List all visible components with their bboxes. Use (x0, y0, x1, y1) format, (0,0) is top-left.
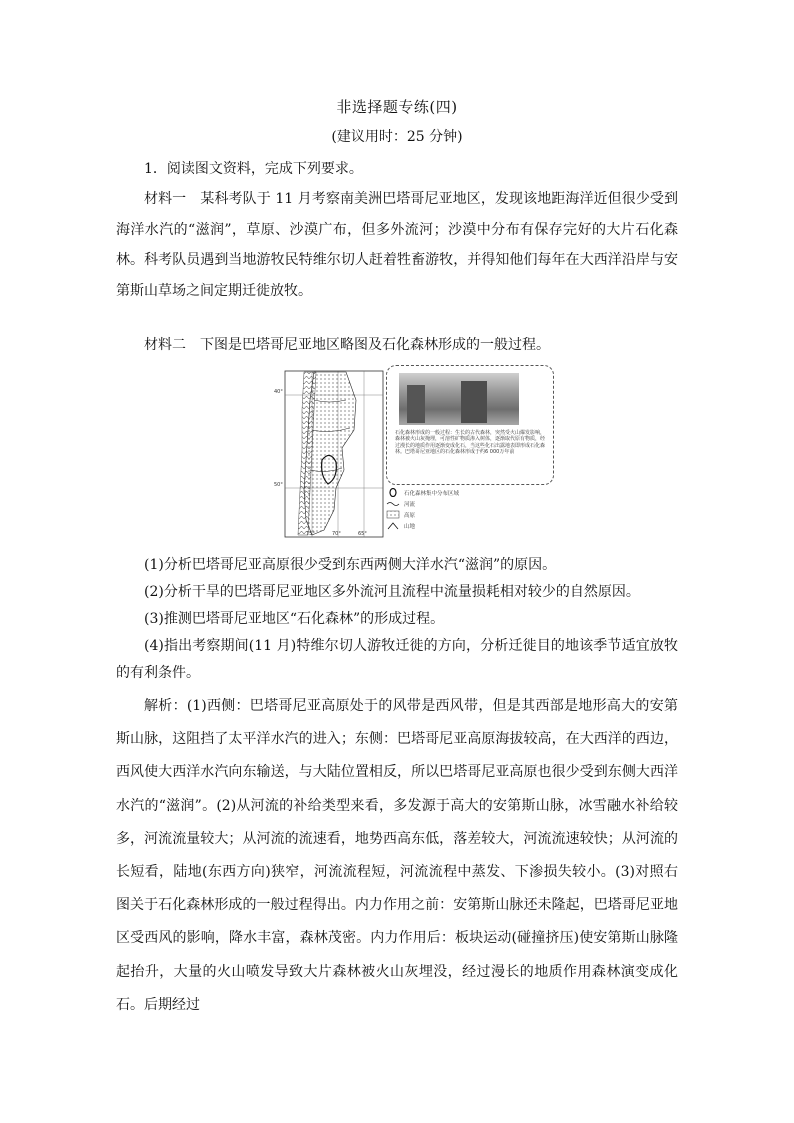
process-callout (386, 365, 554, 485)
river-icon (386, 499, 400, 508)
material-two: 材料二 下图是巴塔哥尼亚地区略图及石化森林形成的一般过程。 (144, 337, 550, 353)
legend-item-plateau: 高原 (386, 509, 506, 520)
lat-50-label: 50° (274, 482, 283, 488)
legend-item-forest: 石化森林集中分布区域 (386, 487, 506, 498)
sub-question-3: (3)推测巴塔哥尼亚地区“石化森林”的形成过程。 (144, 611, 445, 627)
question-intro: 1．阅读图文资料，完成下列要求。 (144, 161, 363, 177)
page-subtitle: (建议用时：25 分钟) (331, 129, 463, 145)
plateau-icon (386, 510, 400, 519)
figure (274, 365, 554, 540)
answer-text: 解析：(1)西侧：巴塔哥尼亚高原处于的风带是西风带，但是其西部是地形高大的安第斯山脉，这阻挡了太平洋水汽的进入；东侧：巴塔哥尼亚高原海拔较高，在大西洋的西边，西风使大西洋水汽向东输送，与大陆位置相反，所以巴塔哥尼亚高原也很少受到东侧大西洋水汽的“滋润”。(2)从河流的补给类型来看，多发源于高大的安第斯山脉，冰雪融水补给较多，河流流量较大；从河流的流速看，地势西高东低，落差较大，河流流速较快；从河流的长短看，陆地(东西方向)狭窄，河流流程短，河流流程中蒸发、下渗损失较小。(3)对照右图关于石化森林形成的一般过程得出。内力作用之前：安第斯山脉还未隆起，巴塔哥尼亚地区受西风的影响，降水丰富，森林茂密。内力作用后：板块运动(碰撞挤压)使安第斯山脉隆起抬升，大量的火山喷发导致大片森林被火山灰埋没，经过漫长的地质作用森林演变成化石。后期经过 (116, 698, 678, 1013)
material-one: 材料一 某科考队于 11 月考察南美洲巴塔哥尼亚地区，发现该地距海洋近但很少受到海洋水汽的“滋润”，草原、沙漠广布，但多外流河；沙漠中分布有保存完好的大片石化森林。科考队员遇到当地游牧民特维尔切人赶着牲畜游牧，并得知他们每年在大西洋沿岸与安第斯山草场之间定期迁徙放牧。 (116, 191, 678, 299)
map-figure (284, 370, 384, 538)
process-text: 石化森林形成的一般过程：生长的古代森林，突然受火山爆发影响，森林被火山灰掩埋，可溶性矿物质渗入树体，逐渐取代原有物质，经过漫长的地质作用逐渐变成化石，当这些化石出露地表即形成石化森林。巴塔哥尼亚地区的石化森林形成于约6 000万年前 (395, 430, 546, 456)
lon-70-label: 70° (332, 531, 341, 537)
lat-40-label: 40° (274, 389, 283, 395)
petrified-forest-region-icon (386, 488, 400, 497)
mountain-icon (386, 521, 400, 530)
legend-item-river: 河流 (386, 498, 506, 509)
page-title: 非选择题专练(四) (336, 98, 458, 116)
sub-question-4: (4)指出考察期间(11 月)特维尔切人游牧迁徙的方向，分析迁徙目的地该季节适宜放牧的有利条件。 (116, 638, 678, 681)
sub-question-2: (2)分析干旱的巴塔哥尼亚地区多外流河且流程中流量损耗相对较少的自然原因。 (144, 584, 640, 600)
sub-question-1: (1)分析巴塔哥尼亚高原很少受到东西两侧大洋水汽“滋润”的原因。 (144, 557, 557, 573)
petrified-forest-photo (399, 373, 519, 425)
map-legend (386, 487, 506, 531)
lon-65-label: 65° (358, 531, 367, 537)
lon-75-label: 75° (306, 531, 315, 537)
legend-item-mountain: 山地 (386, 520, 506, 531)
